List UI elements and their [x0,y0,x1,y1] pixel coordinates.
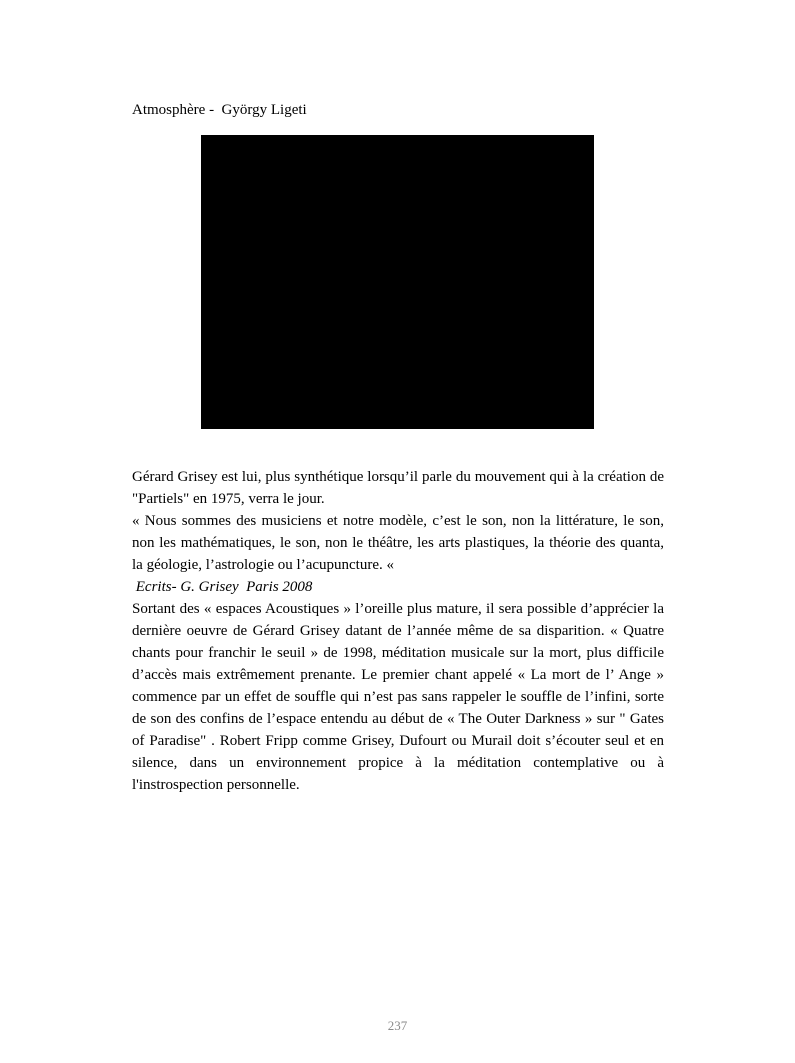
section-heading: Atmosphère - György Ligeti [132,102,307,118]
main-paragraph: Sortant des « espaces Acoustiques » l’oreille plus mature, il sera possible d’apprécier la dernière oeuvre de Gérard Grisey datant de l’année même de sa disparition. « Quatre chants pour franchir le seuil » de 1998, méditation musicale sur la mort, plus difficile d’accès mais extrêmement prenante. Le premier chant appelé « La mort de l’ Ange » commence par un effet de souffle qui n’est pas sans rappeler le souffle de l’infini, sorte de son des confins de l’espace entendu au début de « The Outer Darkness » sur " Gates of Paradise" . Robert Fripp comme Grisey, Dufourt ou Murail doit s’écouter seul et en silence, dans un environnement propice à la méditation contemplative ou à l'instrospection personnelle. [132,601,664,793]
embedded-video[interactable] [201,135,594,429]
quote-paragraph: « Nous sommes des musiciens et notre modèle, c’est le son, non la littérature, le son, non les mathématiques, le son, non le théâtre, les arts plastiques, la théorie des quanta, la géologie, l’astrologie ou l’acupuncture. « [132,513,664,573]
citation: Ecrits- G. Grisey Paris 2008 [132,579,313,595]
body-text [132,466,664,796]
page-number: 237 [387,1018,408,1033]
intro-paragraph: Gérard Grisey est lui, plus synthétique lorsqu’il parle du mouvement qui à la création de "Partiels" en 1975, verra le jour. [132,469,664,507]
